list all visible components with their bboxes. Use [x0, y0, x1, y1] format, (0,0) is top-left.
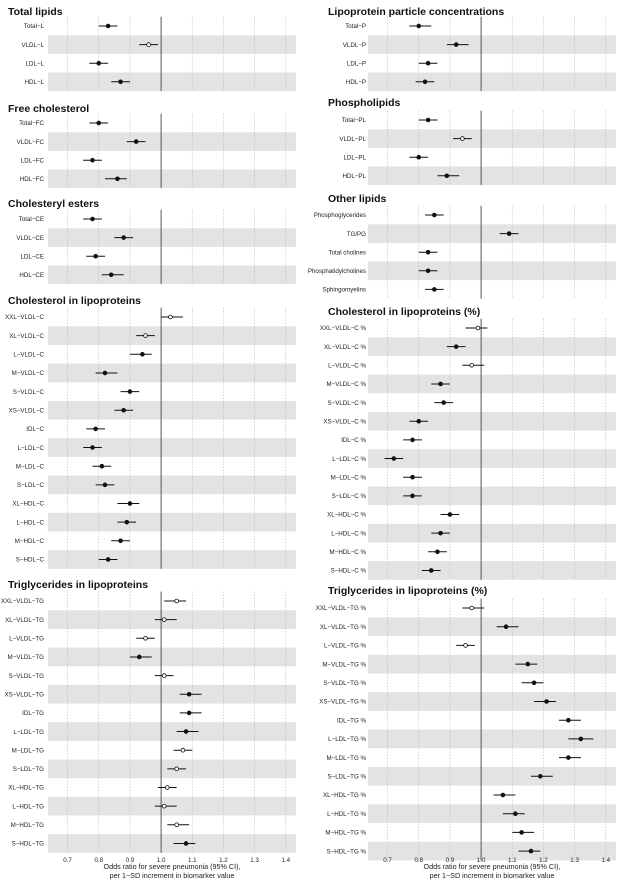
point-estimate-filled — [122, 408, 126, 412]
point-estimate-filled — [426, 118, 430, 122]
x-tick-label: 0.9 — [445, 857, 455, 864]
point-estimate-filled — [520, 831, 524, 835]
row-label: Total−P — [345, 23, 366, 31]
row-label: L−LDL−C — [17, 444, 44, 452]
point-estimate-filled — [106, 24, 110, 28]
point-estimate-filled — [454, 43, 458, 47]
row-label: Phosphoglycerides — [313, 212, 366, 220]
point-estimate-filled — [423, 80, 427, 84]
panel-cholesterol-in-lipoproteins — [5, 295, 296, 569]
row-label: XL−VLDL−C — [9, 332, 44, 340]
x-tick-label: 1.4 — [601, 857, 611, 864]
point-estimate-filled — [94, 254, 98, 258]
row-label: M−LDL−C % — [330, 474, 366, 482]
row-label: XXL−VLDL−C % — [319, 325, 366, 333]
row-m-ldl-tg-pct — [326, 755, 580, 762]
row-m-ldl-c-pct — [331, 474, 422, 481]
row-m-ldl-c — [16, 463, 111, 470]
row-s-vldl-c-pct — [327, 400, 453, 407]
row-label: HDL−P — [345, 79, 366, 86]
row-band — [368, 337, 616, 356]
point-estimate-filled — [529, 849, 533, 853]
row-total-cholines — [329, 249, 438, 256]
row-label: L−VLDL−C % — [328, 362, 366, 370]
row-label: XS−VLDL−TG % — [319, 698, 366, 706]
row-label: M−HDL−TG — [10, 822, 44, 829]
x-tick-label: 1.1 — [507, 857, 517, 864]
row-label: VLDL−CE — [16, 234, 44, 242]
point-estimate-filled — [566, 718, 570, 722]
row-label: S−HDL−C % — [330, 567, 366, 575]
row-m-hdl-tg — [11, 822, 190, 829]
panel-title: Free cholesterol — [8, 103, 90, 115]
row-label: TG/PG — [346, 230, 366, 238]
panel-free-cholesterol — [8, 103, 296, 188]
panel-title: Cholesterol in lipoproteins (%) — [328, 306, 481, 318]
row-band — [368, 767, 616, 786]
row-idl-tg — [22, 710, 201, 717]
point-estimate-open — [181, 748, 185, 752]
point-estimate-filled — [116, 177, 120, 181]
panel-title: Total lipids — [8, 6, 63, 18]
row-band — [48, 132, 296, 151]
row-band — [48, 685, 296, 704]
row-label: XL−HDL−C — [12, 500, 44, 508]
point-estimate-filled — [429, 569, 433, 573]
point-estimate-filled — [187, 711, 191, 715]
row-label: M−VLDL−TG — [7, 654, 44, 662]
point-estimate-filled — [579, 737, 583, 741]
left-x-axis — [63, 857, 290, 880]
row-phosphoglycerides — [314, 212, 444, 219]
row-label: Total cholines — [328, 249, 366, 257]
x-tick-label: 1.2 — [219, 857, 228, 864]
row-label: M−VLDL−C % — [326, 381, 366, 389]
row-l-vldl-c — [13, 352, 151, 359]
row-band — [48, 266, 296, 285]
point-estimate-filled — [128, 502, 132, 506]
row-label: L−HDL−C % — [331, 530, 366, 538]
point-estimate-open — [162, 674, 166, 678]
panel-title: Other lipids — [328, 193, 387, 205]
row-xl-hdl-c-pct — [327, 512, 459, 519]
row-label: L−VLDL−TG % — [324, 642, 366, 650]
point-estimate-filled — [411, 475, 415, 479]
x-tick-label: 1.0 — [156, 857, 166, 864]
point-estimate-filled — [103, 483, 107, 487]
x-tick-label: 1.2 — [539, 857, 548, 864]
row-label: Phosphatidylcholines — [307, 268, 366, 275]
panel-title: Cholesterol in lipoproteins — [8, 295, 142, 307]
panel-triglycerides-in-lipoproteins — [1, 579, 296, 853]
row-label: L−HDL−TG — [12, 803, 44, 811]
right-x-axis-title-line2: per 1−SD increment in biomarker value — [429, 871, 555, 880]
row-xl-hdl-c — [12, 501, 139, 508]
point-estimate-filled — [91, 446, 95, 450]
row-label: XL−HDL−C % — [327, 511, 366, 519]
row-label: M−LDL−TG — [11, 747, 44, 755]
row-label: S−HDL−TG — [11, 840, 44, 848]
row-label: LDL−PL — [343, 154, 366, 162]
row-xxl-vldl-c-pct — [320, 325, 487, 332]
point-estimate-filled — [128, 390, 132, 394]
point-estimate-filled — [445, 174, 449, 178]
row-label: IDL−TG % — [336, 717, 366, 725]
point-estimate-filled — [545, 700, 549, 704]
panel-phospholipids — [328, 97, 616, 185]
point-estimate-filled — [526, 662, 530, 666]
row-label: LDL−L — [25, 60, 44, 68]
point-estimate-filled — [103, 371, 107, 375]
row-sphingomyelins — [322, 287, 443, 294]
row-s-vldl-tg-pct — [323, 680, 543, 687]
point-estimate-filled — [411, 438, 415, 442]
row-band — [368, 375, 616, 394]
point-estimate-filled — [122, 236, 126, 240]
row-xl-hdl-tg — [8, 785, 176, 792]
row-label: M−HDL−C % — [329, 549, 366, 556]
row-label: XL−VLDL−C % — [324, 343, 366, 351]
point-estimate-filled — [426, 250, 430, 254]
row-band — [48, 476, 296, 495]
row-label: Total−L — [23, 23, 44, 31]
row-label: S−VLDL−C — [12, 388, 44, 396]
row-band — [368, 524, 616, 543]
point-estimate-filled — [392, 457, 396, 461]
row-label: M−LDL−C — [15, 463, 44, 471]
panel-lipoprotein-particle-concentrations — [328, 6, 616, 91]
point-estimate-open — [470, 606, 474, 610]
row-label: VLDL−PL — [339, 135, 366, 143]
row-label: M−VLDL−C — [11, 370, 44, 378]
row-ldl-l — [26, 60, 109, 67]
point-estimate-filled — [532, 681, 536, 685]
row-band — [368, 167, 616, 186]
row-label: XL−VLDL−TG — [5, 616, 44, 624]
row-label: S−VLDL−C % — [327, 399, 366, 407]
row-label: LDL−CE — [20, 253, 44, 261]
row-total-pl — [342, 117, 438, 124]
point-estimate-open — [476, 326, 480, 330]
row-label: HDL−PL — [342, 173, 366, 180]
row-label: L−HDL−TG % — [327, 810, 366, 818]
row-label: Total−PL — [341, 117, 366, 125]
point-estimate-open — [175, 599, 179, 603]
row-label: L−LDL−TG % — [328, 736, 366, 744]
row-band — [48, 35, 296, 54]
row-total-p — [345, 23, 431, 30]
point-estimate-open — [162, 618, 166, 622]
row-band — [368, 655, 616, 674]
point-estimate-filled — [507, 232, 511, 236]
point-estimate-open — [175, 823, 179, 827]
row-band — [48, 228, 296, 247]
row-label: HDL−FC — [19, 176, 44, 183]
row-band — [368, 129, 616, 148]
row-total-ce — [19, 216, 102, 223]
point-estimate-filled — [119, 80, 123, 84]
row-label: S−LDL−C % — [331, 493, 366, 501]
point-estimate-filled — [432, 288, 436, 292]
row-label: M−VLDL−TG % — [322, 661, 366, 669]
row-label: S−VLDL−TG % — [323, 680, 366, 687]
row-band — [48, 834, 296, 853]
panels-layer — [1, 6, 616, 860]
point-estimate-filled — [513, 812, 517, 816]
point-estimate-open — [165, 786, 169, 790]
x-tick-label: 0.8 — [414, 857, 424, 864]
panel-title: Triglycerides in lipoproteins — [8, 579, 149, 591]
row-label: XL−HDL−TG % — [323, 792, 366, 800]
point-estimate-open — [460, 137, 464, 141]
point-estimate-filled — [426, 269, 430, 273]
row-idl-c-pct — [341, 437, 422, 444]
point-estimate-filled — [140, 352, 144, 356]
row-label: XXL−VLDL−C — [5, 314, 44, 322]
row-idl-c — [26, 426, 105, 433]
row-label: XXL−VLDL−TG % — [315, 605, 366, 613]
row-l-vldl-tg-pct — [324, 643, 475, 650]
x-tick-label: 1.3 — [570, 857, 579, 864]
row-s-vldl-tg — [9, 673, 174, 680]
row-xxl-vldl-tg-pct — [316, 605, 484, 612]
panel-title: Cholesteryl esters — [8, 198, 100, 210]
point-estimate-filled — [538, 774, 542, 778]
x-tick-label: 0.8 — [94, 857, 104, 864]
row-m-hdl-c-pct — [330, 549, 447, 556]
panel-title: Phospholipids — [328, 97, 401, 109]
panel-title: Triglycerides in lipoproteins (%) — [328, 585, 488, 597]
point-estimate-filled — [417, 155, 421, 159]
left-x-axis-title-line1: Odds ratio for severe pneumonia (95% CI), — [103, 862, 241, 871]
point-estimate-open — [147, 43, 151, 47]
point-estimate-filled — [442, 401, 446, 405]
row-label: M−LDL−TG % — [326, 754, 366, 762]
panel-other-lipids — [308, 193, 616, 299]
row-band — [368, 617, 616, 636]
row-label: XXL−VLDL−TG — [1, 598, 44, 606]
row-label: IDL−C % — [341, 437, 366, 445]
row-ldl-pl — [343, 154, 428, 161]
point-estimate-filled — [184, 842, 188, 846]
row-label: Total−CE — [18, 216, 44, 224]
point-estimate-filled — [448, 513, 452, 517]
row-band — [48, 648, 296, 667]
row-label: HDL−L — [24, 79, 44, 86]
row-s-vldl-c — [13, 389, 140, 396]
point-estimate-open — [464, 644, 468, 648]
row-label: S−LDL−C — [16, 482, 44, 490]
x-tick-label: 1.1 — [187, 857, 197, 864]
row-band — [368, 262, 616, 281]
row-label: IDL−C — [26, 426, 44, 434]
row-band — [48, 170, 296, 189]
x-tick-label: 1.0 — [476, 857, 486, 864]
point-estimate-filled — [137, 655, 141, 659]
point-estimate-filled — [97, 61, 101, 65]
row-total-l — [24, 23, 118, 30]
panel-cholesteryl-esters — [8, 198, 296, 284]
point-estimate-filled — [454, 345, 458, 349]
point-estimate-filled — [91, 158, 95, 162]
row-band — [368, 412, 616, 431]
left-x-axis-title-line2: per 1−SD increment in biomarker value — [109, 871, 235, 880]
row-label: Sphingomyelins — [322, 286, 366, 294]
point-estimate-open — [470, 363, 474, 367]
row-band — [368, 449, 616, 468]
x-tick-label: 0.9 — [125, 857, 135, 864]
row-band — [48, 326, 296, 345]
row-ldl-p — [347, 60, 438, 67]
point-estimate-filled — [106, 558, 110, 562]
point-estimate-filled — [100, 464, 104, 468]
row-label: M−HDL−C — [14, 538, 44, 545]
row-label: IDL−TG — [22, 710, 44, 718]
row-xxl-vldl-tg — [1, 598, 186, 605]
point-estimate-filled — [436, 550, 440, 554]
row-band — [48, 401, 296, 420]
x-tick-label: 0.7 — [383, 857, 392, 864]
point-estimate-open — [144, 334, 148, 338]
point-estimate-filled — [119, 539, 123, 543]
row-label: XS−VLDL−C — [8, 407, 44, 415]
point-estimate-filled — [184, 730, 188, 734]
row-label: XS−VLDL−TG — [4, 691, 44, 699]
point-estimate-filled — [501, 793, 505, 797]
row-label: L−HDL−C — [16, 519, 44, 527]
row-label: M−HDL−TG % — [325, 829, 366, 837]
row-label: LDL−P — [346, 60, 366, 68]
row-label: S−HDL−TG % — [326, 848, 366, 856]
row-band — [368, 73, 616, 92]
row-label: L−LDL−C % — [332, 455, 366, 463]
row-label: Total−FC — [19, 120, 44, 128]
row-label: XL−VLDL−TG % — [319, 623, 366, 631]
row-label: VLDL−FC — [16, 138, 44, 146]
row-total-fc — [19, 120, 108, 127]
point-estimate-open — [169, 315, 173, 319]
point-estimate-filled — [94, 427, 98, 431]
row-label: S−LDL−TG % — [327, 773, 366, 781]
point-estimate-filled — [417, 24, 421, 28]
panel-cholesterol-in-lipoproteins-pct — [320, 306, 616, 580]
row-band — [368, 224, 616, 243]
row-label: S−HDL−C — [15, 556, 44, 564]
row-xxl-vldl-c — [5, 314, 183, 321]
row-label: HDL−CE — [19, 272, 44, 279]
point-estimate-filled — [134, 140, 138, 144]
point-estimate-open — [162, 804, 166, 808]
row-m-hdl-tg-pct — [325, 830, 534, 837]
row-label: L−VLDL−C — [13, 351, 44, 359]
point-estimate-filled — [426, 61, 430, 65]
point-estimate-filled — [417, 419, 421, 423]
x-tick-label: 1.4 — [281, 857, 291, 864]
row-band — [368, 35, 616, 54]
row-m-hdl-c — [15, 538, 130, 545]
point-estimate-filled — [432, 213, 436, 217]
row-label: XS−VLDL−C % — [323, 418, 366, 426]
panel-title: Lipoprotein particle concentrations — [328, 6, 505, 18]
x-tick-label: 0.7 — [63, 857, 72, 864]
row-label: L−LDL−TG — [13, 728, 44, 736]
point-estimate-filled — [439, 382, 443, 386]
point-estimate-open — [144, 636, 148, 640]
row-band — [48, 364, 296, 383]
row-label: LDL−FC — [20, 157, 44, 165]
row-band — [48, 513, 296, 532]
row-ldl-fc — [21, 157, 102, 164]
row-label: VLDL−P — [342, 41, 366, 49]
row-band — [368, 561, 616, 580]
point-estimate-filled — [566, 756, 570, 760]
point-estimate-filled — [109, 273, 113, 277]
row-idl-tg-pct — [337, 717, 581, 724]
row-l-vldl-tg — [9, 636, 155, 643]
row-band — [48, 73, 296, 92]
point-estimate-filled — [187, 692, 191, 696]
point-estimate-filled — [439, 531, 443, 535]
point-estimate-filled — [411, 494, 415, 498]
point-estimate-filled — [504, 625, 508, 629]
row-ldl-ce — [20, 253, 105, 260]
row-band — [368, 804, 616, 823]
row-band — [48, 550, 296, 569]
row-l-vldl-c-pct — [328, 363, 484, 370]
row-xl-hdl-tg-pct — [323, 792, 515, 799]
point-estimate-filled — [91, 217, 95, 221]
right-x-axis-title-line1: Odds ratio for severe pneumonia (95% CI), — [423, 862, 561, 871]
point-estimate-filled — [125, 520, 129, 524]
row-band — [368, 692, 616, 711]
row-label: XL−HDL−TG — [8, 784, 44, 792]
row-m-ldl-tg — [12, 747, 193, 754]
point-estimate-open — [175, 767, 179, 771]
row-label: L−VLDL−TG — [9, 635, 44, 643]
point-estimate-filled — [97, 121, 101, 125]
panel-triglycerides-in-lipoproteins-pct — [316, 585, 616, 860]
row-label: S−VLDL−TG — [8, 672, 44, 680]
row-label: VLDL−L — [21, 41, 44, 49]
row-label: S−LDL−TG — [12, 766, 44, 774]
panel-total-lipids — [8, 6, 296, 91]
row-band — [48, 722, 296, 741]
x-tick-label: 1.3 — [250, 857, 259, 864]
